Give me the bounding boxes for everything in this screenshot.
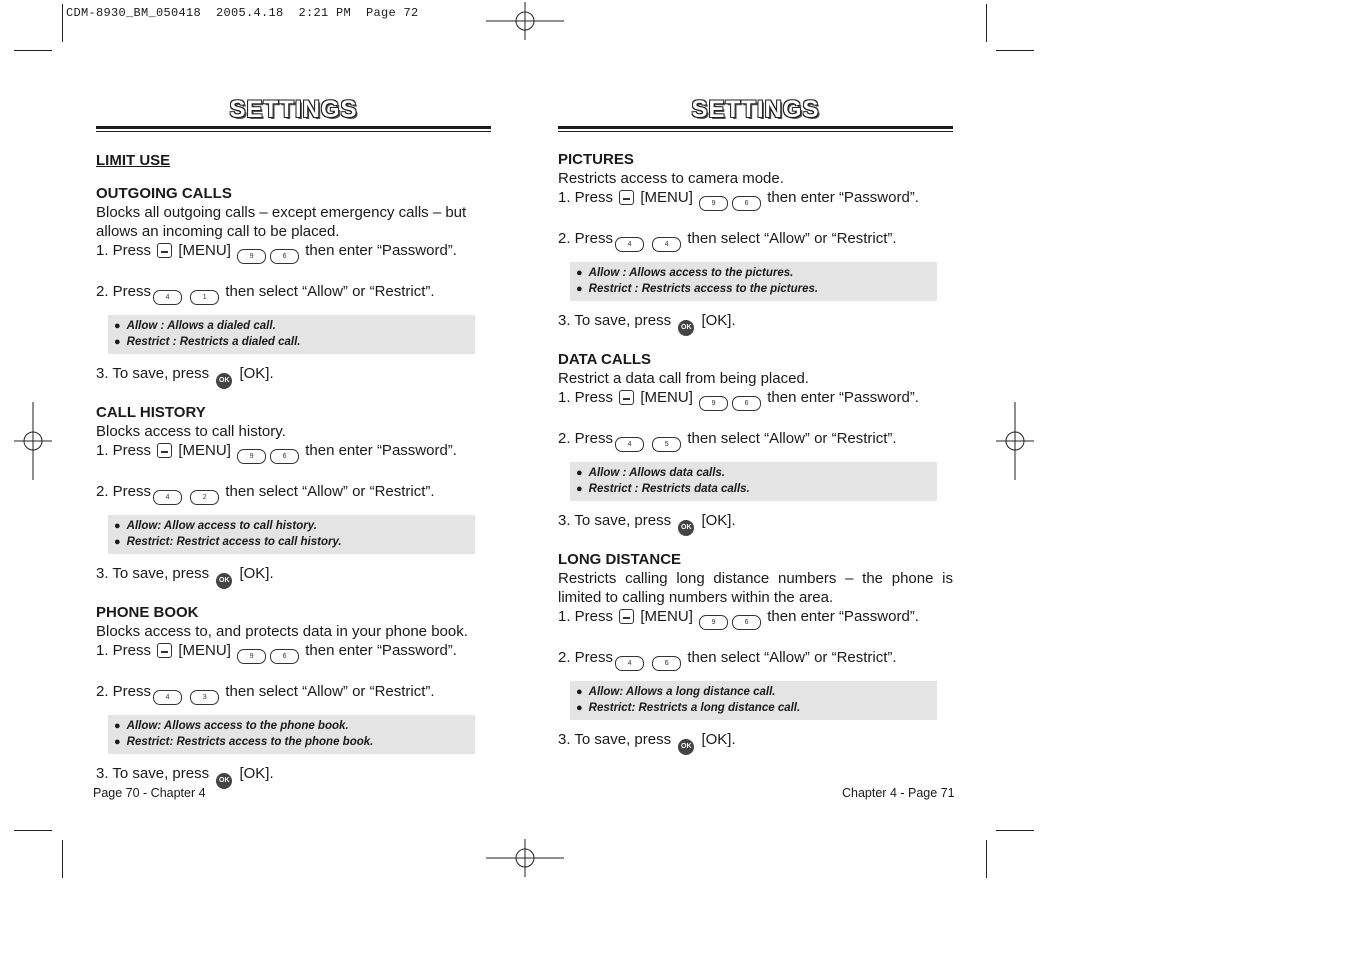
key-9-icon: 9 [699,396,728,411]
section-data-calls [558,350,953,536]
key-4-icon: 4 [615,437,644,452]
step-2-prefix: 2. Press [558,430,614,447]
key-4-icon: 4 [652,237,681,252]
registration-mark [14,402,52,480]
registration-mark [486,839,564,877]
section-description: Restricts calling long distance numbers – the phone is limited to calling numbers within the area. [558,570,953,606]
step-1-suffix: then enter “Password”. [767,608,919,625]
key-2-icon: 2 [190,490,219,505]
ok-label: [OK]. [701,312,736,329]
step-2-prefix: 2. Press [96,683,152,700]
ok-key-icon: OK [216,373,232,389]
section-description: Restricts access to camera mode. [558,170,784,187]
ok-label: [OK]. [239,365,274,382]
options-box [108,315,475,354]
key-6-icon: 6 [652,656,681,671]
step-3-prefix: 3. To save, press [96,765,210,782]
step-3 [558,511,953,536]
step-2-prefix: 2. Press [96,483,152,500]
option-text: Allow : Allows access to the pictures. [588,267,794,279]
step-2-prefix: 2. Press [96,283,152,300]
menu-label: [MENU] [640,608,693,625]
menu-soft-key-icon [157,643,172,658]
step-2 [558,429,953,452]
key-6-icon: 6 [732,196,761,211]
bullet-icon: ● [114,520,121,532]
step-1-prefix: 1. Press [558,608,614,625]
section-phone-book [96,603,491,789]
step-1-prefix: 1. Press [96,642,152,659]
options-box [570,462,937,501]
ok-key-icon: OK [678,320,694,336]
step-1-prefix: 1. Press [558,189,614,206]
menu-label: [MENU] [640,389,693,406]
option-item [114,734,475,750]
crop-mark [62,4,63,42]
title-rule [558,126,953,129]
key-9-icon: 9 [699,196,728,211]
option-item [114,518,475,534]
option-text: Allow: Allows access to the phone book. [126,720,349,732]
step-1-prefix: 1. Press [96,442,152,459]
option-item [114,718,475,734]
step-1-suffix: then enter “Password”. [305,442,457,459]
page-title: SETTINGS [229,96,358,123]
step-3-prefix: 3. To save, press [558,312,672,329]
option-text: Restrict : Restricts access to the pictures. [588,283,819,295]
step-2-suffix: then select “Allow” or “Restrict”. [225,683,435,700]
crop-mark [996,830,1034,831]
section-long-distance [558,550,953,755]
options-box [570,262,937,301]
key-4-icon: 4 [153,290,182,305]
page-title: SETTINGS [691,96,820,123]
key-9-icon: 9 [237,649,266,664]
step-2-suffix: then select “Allow” or “Restrict”. [687,649,897,666]
key-1-icon: 1 [190,290,219,305]
key-6-icon: 6 [270,249,299,264]
step-2-suffix: then select “Allow” or “Restrict”. [225,283,435,300]
option-text: Allow : Allows a dialed call. [126,320,276,332]
print-header: CDM-8930_BM_050418 2005.4.18 2:21 PM Page 72 [66,6,419,20]
option-item [114,334,475,350]
option-item [576,481,937,497]
section-description: Blocks all outgoing calls – except emergency calls – but allows an incoming call to be placed. [96,204,467,240]
key-6-icon: 6 [732,615,761,630]
menu-label: [MENU] [178,642,231,659]
right-page [558,95,953,755]
option-text: Restrict: Restrict access to call history. [126,536,342,548]
key-6-icon: 6 [270,449,299,464]
step-3-prefix: 3. To save, press [558,731,672,748]
step-1 [96,441,491,464]
step-1 [558,188,953,211]
step-1-prefix: 1. Press [558,389,614,406]
registration-mark [486,2,564,40]
key-9-icon: 9 [237,449,266,464]
ok-label: [OK]. [701,512,736,529]
key-4-icon: 4 [615,656,644,671]
section-pictures [558,150,953,336]
option-item [576,265,937,281]
key-4-icon: 4 [615,237,644,252]
option-item [576,700,937,716]
step-2 [558,648,953,671]
option-item [576,465,937,481]
options-box [108,515,475,554]
step-2-prefix: 2. Press [558,230,614,247]
options-box [108,715,475,754]
step-1 [558,607,953,630]
limit-use-heading: LIMIT USE [96,152,171,169]
step-2-suffix: then select “Allow” or “Restrict”. [225,483,435,500]
menu-soft-key-icon [157,243,172,258]
menu-soft-key-icon [619,190,634,205]
option-text: Restrict : Restricts data calls. [588,483,750,495]
step-1-suffix: then enter “Password”. [305,642,457,659]
crop-mark [14,50,52,51]
ok-key-icon: OK [216,573,232,589]
ok-key-icon: OK [678,520,694,536]
bullet-icon: ● [576,267,583,279]
option-text: Allow: Allow access to call history. [126,520,317,532]
crop-mark [62,840,63,878]
option-item [114,318,475,334]
ok-label: [OK]. [239,565,274,582]
bullet-icon: ● [576,702,583,714]
key-4-icon: 4 [153,490,182,505]
registration-mark [996,402,1034,480]
key-9-icon: 9 [237,249,266,264]
crop-mark [996,50,1034,51]
section-heading: DATA CALLS [558,351,652,368]
step-1 [96,641,491,664]
bullet-icon: ● [114,736,121,748]
menu-soft-key-icon [619,390,634,405]
section-heading: LONG DISTANCE [558,551,682,568]
crop-mark [986,840,987,878]
bullet-icon: ● [114,336,121,348]
option-text: Allow : Allows data calls. [588,467,725,479]
key-3-icon: 3 [190,690,219,705]
bullet-icon: ● [114,536,121,548]
step-2-suffix: then select “Allow” or “Restrict”. [687,230,897,247]
title-rule [96,131,491,132]
section-call-history [96,403,491,589]
menu-label: [MENU] [178,442,231,459]
step-2-prefix: 2. Press [558,649,614,666]
option-text: Restrict: Restricts a long distance call. [588,702,801,714]
ok-label: [OK]. [701,731,736,748]
ok-label: [OK]. [239,765,274,782]
step-1-suffix: then enter “Password”. [305,242,457,259]
section-heading: OUTGOING CALLS [96,185,232,202]
left-page-footer: Page 70 - Chapter 4 [93,786,206,800]
section-outgoing-calls [96,184,491,389]
step-3-prefix: 3. To save, press [96,565,210,582]
key-9-icon: 9 [699,615,728,630]
title-rule [96,126,491,129]
bullet-icon: ● [576,483,583,495]
bullet-icon: ● [576,283,583,295]
step-1-prefix: 1. Press [96,242,152,259]
key-5-icon: 5 [652,437,681,452]
step-3-prefix: 3. To save, press [558,512,672,529]
crop-mark [14,830,52,831]
title-rule [558,131,953,132]
key-4-icon: 4 [153,690,182,705]
menu-label: [MENU] [640,189,693,206]
option-text: Allow: Allows a long distance call. [588,686,776,698]
step-2 [96,682,491,705]
section-description: Blocks access to call history. [96,423,286,440]
step-3-prefix: 3. To save, press [96,365,210,382]
crop-mark [986,4,987,42]
step-3 [558,730,953,755]
step-1 [96,241,491,264]
option-text: Restrict: Restricts access to the phone book. [126,736,374,748]
step-1-suffix: then enter “Password”. [767,189,919,206]
step-3 [96,564,491,589]
section-heading: PICTURES [558,151,634,168]
bullet-icon: ● [114,720,121,732]
option-item [576,684,937,700]
section-heading: CALL HISTORY [96,404,206,421]
bullet-icon: ● [576,467,583,479]
left-page [96,95,491,789]
right-page-footer: Chapter 4 - Page 71 [842,786,955,800]
step-3 [96,364,491,389]
section-description: Blocks access to, and protects data in your phone book. [96,623,468,640]
option-text: Restrict : Restricts a dialed call. [126,336,301,348]
step-1 [558,388,953,411]
key-6-icon: 6 [270,649,299,664]
bullet-icon: ● [576,686,583,698]
menu-soft-key-icon [619,609,634,624]
step-2-suffix: then select “Allow” or “Restrict”. [687,430,897,447]
step-1-suffix: then enter “Password”. [767,389,919,406]
ok-key-icon: OK [678,739,694,755]
option-item [576,281,937,297]
step-2 [96,282,491,305]
options-box [570,681,937,720]
ok-key-icon: OK [216,773,232,789]
section-heading: PHONE BOOK [96,604,199,621]
menu-label: [MENU] [178,242,231,259]
bullet-icon: ● [114,320,121,332]
step-2 [558,229,953,252]
menu-soft-key-icon [157,443,172,458]
option-item [114,534,475,550]
key-6-icon: 6 [732,396,761,411]
section-description: Restrict a data call from being placed. [558,370,809,387]
step-2 [96,482,491,505]
step-3 [558,311,953,336]
